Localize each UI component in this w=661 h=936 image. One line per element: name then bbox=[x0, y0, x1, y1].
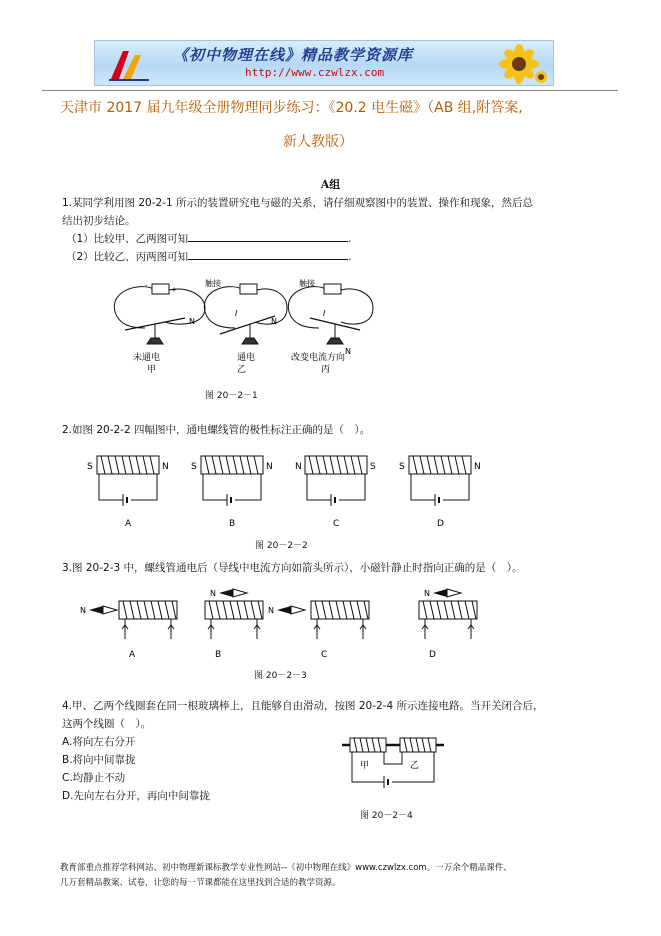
bing-n-label: N bbox=[345, 347, 351, 356]
option-label-A: A bbox=[129, 650, 136, 660]
figure-20-2-3-caption: 图 20－2－3 bbox=[254, 671, 307, 681]
figure-20-2-1 bbox=[105, 268, 385, 386]
footer-line1: 教育部重点推荐学科网站、初中物理新课标教学专业性网站--《初中物理在线》www.czwlzx.com。一万余个精品课件、 bbox=[60, 863, 512, 873]
needle-A-north bbox=[89, 606, 103, 614]
q1-answer-blank-1[interactable] bbox=[188, 232, 348, 242]
option-label-C: C bbox=[333, 519, 340, 529]
q4-choice-b[interactable]: B.将向中间靠拢 bbox=[62, 754, 136, 766]
header-rule bbox=[42, 90, 618, 91]
option-label-C: C bbox=[321, 650, 328, 660]
solenoid-C bbox=[305, 456, 367, 506]
needle-B-north bbox=[219, 589, 233, 597]
site-banner bbox=[94, 40, 554, 86]
q3-text: 3.图 20-2-3 中，螺线管通电后（导线中电流方向如箭头所示），小磁针静止时指向正确的是（ ）。 bbox=[62, 562, 523, 574]
doc-title-line1: 天津市 2017 届九年级全册物理同步练习：《20.2 电生磁》（AB 组,附答案, bbox=[60, 100, 523, 116]
needle-D-south bbox=[447, 589, 461, 597]
doc-title-line2: 新人教版） bbox=[283, 134, 353, 150]
q4-choice-a[interactable]: A.将向左右分开 bbox=[62, 736, 136, 748]
figure-20-2-4 bbox=[338, 734, 448, 796]
footer-line2: 几万套精品教案、试卷，让您的每一节课都能在这里找到合适的教学资源。 bbox=[60, 878, 341, 888]
figure-20-2-4-caption: 图 20－2－4 bbox=[360, 811, 413, 821]
apparatus-jia bbox=[114, 284, 205, 344]
yi-caption-2: 乙 bbox=[237, 365, 247, 375]
banner-url[interactable]: http://www.czwlzx.com bbox=[245, 66, 385, 79]
bing-caption: 改变电流方向 bbox=[291, 353, 346, 363]
q1-answer-blank-2[interactable] bbox=[188, 250, 348, 260]
option-label-A: A bbox=[125, 519, 132, 529]
q1-text-line2: 结出初步结论。 bbox=[62, 215, 136, 227]
option-label-B: B bbox=[215, 650, 222, 660]
option-label-D: D bbox=[429, 650, 436, 660]
jia-n-label: N bbox=[189, 317, 195, 326]
needle-D-n-label: N bbox=[424, 589, 430, 598]
q4-text-line1: 4.甲、乙两个线圈套在同一根玻璃棒上，且能够自由滑动，按图 20-2-4 所示连接电路。当开关闭合后， bbox=[62, 700, 544, 712]
needle-C-n-label: N bbox=[268, 606, 274, 615]
apparatus-yi bbox=[204, 284, 287, 344]
solenoid-B-left-pole: S bbox=[191, 462, 197, 472]
needle-B-n-label: N bbox=[210, 589, 216, 598]
solenoid-A bbox=[97, 456, 159, 506]
coil-yi-label: 乙 bbox=[410, 761, 420, 771]
needle-A-south bbox=[103, 606, 117, 614]
q1-text-line1: 1.某同学利用图 20-2-1 所示的装置研究电与磁的关系，请仔细观察图中的装置、操作和现象，然后总 bbox=[62, 197, 533, 209]
solenoid-C-left-pole: N bbox=[295, 462, 302, 472]
solenoid-A bbox=[119, 601, 177, 639]
jia-caption: 未通电 bbox=[133, 353, 161, 363]
q1-sub1-end: . bbox=[348, 233, 352, 245]
solenoid-D-right-pole: N bbox=[474, 462, 481, 472]
solenoid-A-right-pole: N bbox=[162, 462, 169, 472]
option-label-B: B bbox=[229, 519, 236, 529]
solenoid-D bbox=[409, 456, 471, 506]
figure-20-2-2-caption: 图 20－2－2 bbox=[255, 541, 308, 551]
bing-caption-2: 丙 bbox=[321, 365, 331, 375]
solenoid-B-right-pole: N bbox=[266, 462, 273, 472]
yi-touch-label: 触接 bbox=[205, 279, 221, 288]
bing-touch-label: 触接 bbox=[299, 279, 315, 288]
site-logo-icon bbox=[105, 45, 153, 83]
q1-sub2-label: （2）比较乙、丙两图可知 bbox=[66, 251, 189, 263]
needle-C-south bbox=[291, 606, 305, 614]
sunflower-icon bbox=[489, 43, 549, 85]
solenoid-C-right-pole: S bbox=[370, 462, 376, 472]
q1-sub2-end: . bbox=[348, 251, 352, 263]
jia-caption-2: 甲 bbox=[147, 365, 157, 375]
solenoid-A-left-pole: S bbox=[87, 462, 93, 472]
solenoid-B bbox=[201, 456, 263, 506]
banner-title: 《初中物理在线》精品教学资源库 bbox=[173, 46, 414, 64]
yi-current-label: I bbox=[235, 309, 238, 318]
section-heading: A组 bbox=[320, 178, 341, 191]
solenoid-D bbox=[419, 601, 477, 639]
solenoid-C bbox=[311, 601, 369, 639]
needle-D-north bbox=[433, 589, 447, 597]
q4-text-line2: 这两个线圈（ ）。 bbox=[62, 718, 152, 730]
apparatus-bing bbox=[288, 284, 373, 344]
figure-20-2-2 bbox=[85, 448, 495, 538]
solenoid-B bbox=[205, 601, 263, 639]
option-label-D: D bbox=[437, 519, 444, 529]
figure-20-2-3 bbox=[75, 585, 495, 665]
yi-n-label: N bbox=[271, 317, 277, 326]
q1-sub2 bbox=[66, 249, 352, 264]
figure-20-2-1-caption: 图 20－2－1 bbox=[205, 391, 258, 401]
coil-jia-label: 甲 bbox=[360, 761, 370, 771]
needle-C-north bbox=[277, 606, 291, 614]
needle-A-n-label: N bbox=[80, 606, 86, 615]
q1-sub1-label: （1）比较甲、乙两图可知 bbox=[66, 233, 189, 245]
q1-sub1 bbox=[66, 231, 352, 246]
solenoid-D-left-pole: S bbox=[399, 462, 405, 472]
jia-minus: - bbox=[145, 282, 148, 290]
needle-B-south bbox=[233, 589, 247, 597]
yi-caption: 通电 bbox=[237, 353, 256, 363]
q4-choice-d[interactable]: D.先向左右分开，再向中间靠拢 bbox=[62, 790, 210, 802]
q4-choice-c[interactable]: C.均静止不动 bbox=[62, 772, 126, 784]
q2-text: 2.如图 20-2-2 四幅图中，通电螺线管的极性标注正确的是（ ）。 bbox=[62, 424, 371, 436]
bing-current-label: I bbox=[323, 309, 326, 318]
jia-plus: + bbox=[171, 286, 177, 294]
